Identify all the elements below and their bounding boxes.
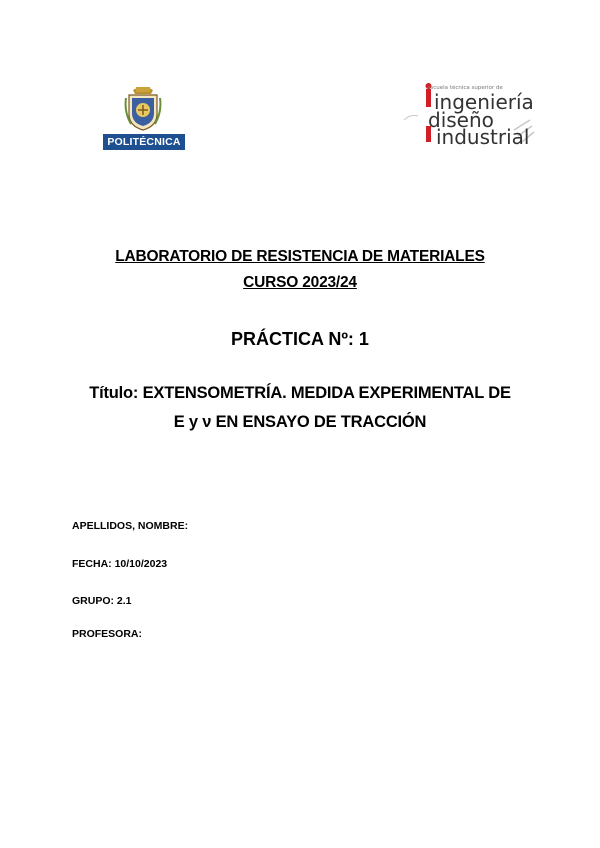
etsidi-word-diseno: diseño xyxy=(428,108,494,132)
lab-title: LABORATORIO DE RESISTENCIA DE MATERIALES xyxy=(115,248,485,265)
course-title: CURSO 2023/24 xyxy=(243,274,357,291)
titulo-line-1: Título: EXTENSOMETRÍA. MEDIDA EXPERIMENTAL DE xyxy=(89,384,511,402)
upm-crest-icon xyxy=(123,84,163,132)
titulo-line-2: E y ν EN ENSAYO DE TRACCIÓN xyxy=(173,413,427,431)
etsidi-logo xyxy=(396,80,536,149)
upm-banner: POLITÉCNICA xyxy=(103,134,185,150)
etsidi-word-ingenieria: ingeniería xyxy=(434,90,534,114)
profesora-field: PROFESORA: xyxy=(72,628,143,640)
apellidos-field: APELLIDOS, NOMBRE: xyxy=(72,520,189,532)
upm-logo xyxy=(103,84,185,152)
fecha-field: FECHA: 10/10/2023 xyxy=(72,558,168,570)
etsidi-word-industrial: industrial xyxy=(436,125,530,149)
etsidi-school-text: escuela técnica superior de xyxy=(427,85,503,91)
practica-number: PRÁCTICA Nº: 1 xyxy=(231,329,369,349)
grupo-field: GRUPO: 2.1 xyxy=(72,595,132,607)
